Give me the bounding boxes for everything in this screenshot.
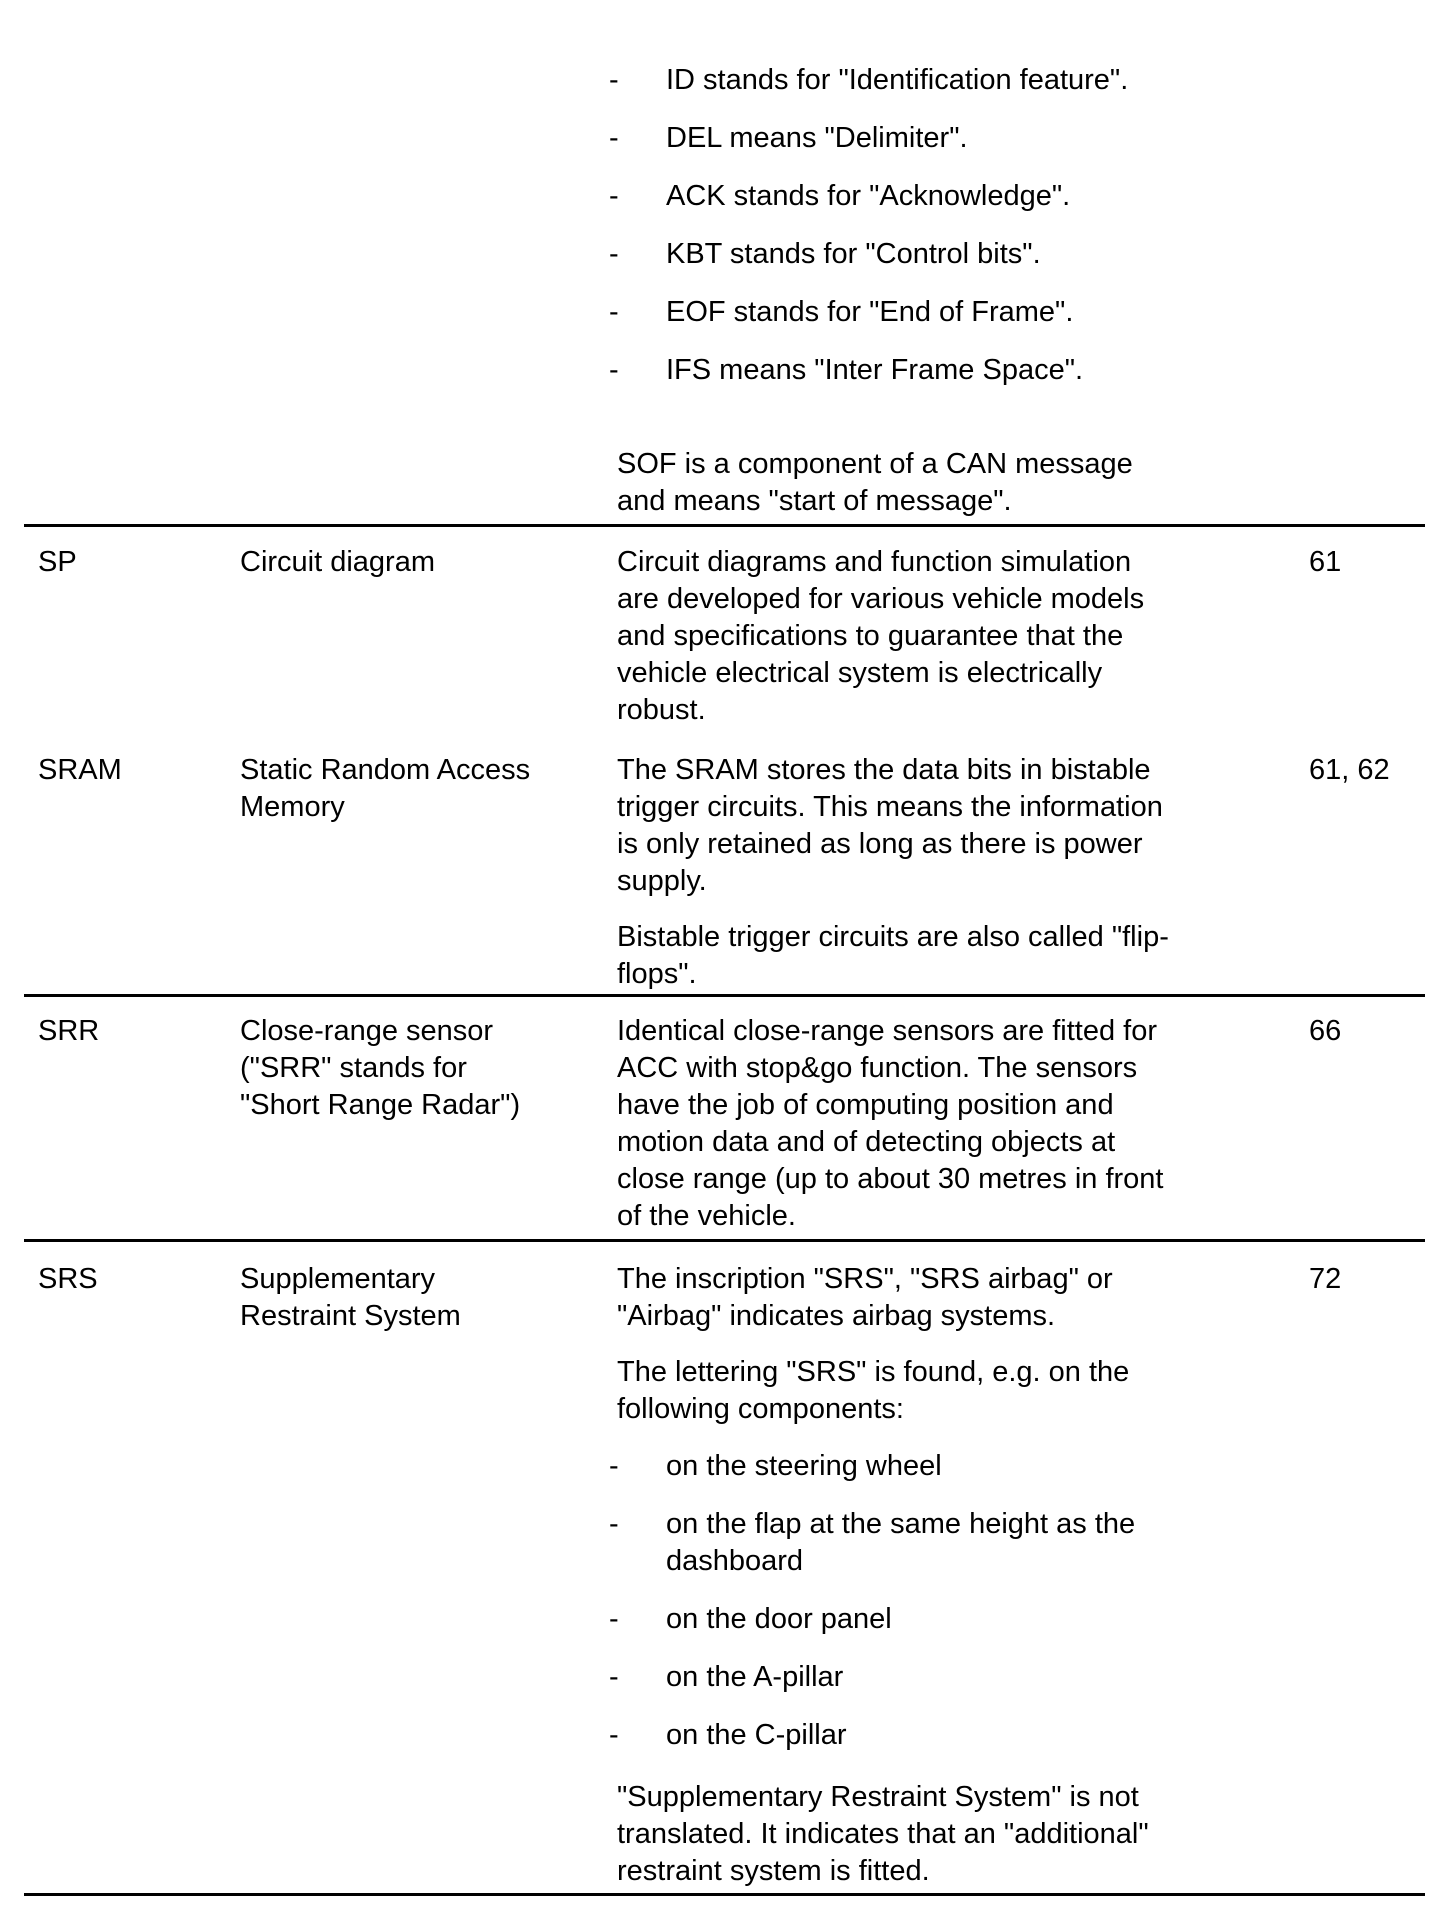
intro-bullet-item: ACK stands for "Acknowledge". <box>666 180 1071 212</box>
component-bullet-item: on the A-pillar <box>666 1661 844 1693</box>
row-divider <box>24 994 1425 997</box>
description-line: of the vehicle. <box>617 1200 796 1232</box>
description-line: flops". <box>617 958 697 990</box>
description-line: Bistable trigger circuits are also called "flip- <box>617 921 1169 953</box>
bullet-dash: - <box>609 296 619 328</box>
intro-bullet-item: IFS means "Inter Frame Space". <box>666 354 1084 386</box>
intro-bullet-item: EOF stands for "End of Frame". <box>666 296 1074 328</box>
description-line: Circuit diagrams and function simulation <box>617 546 1132 578</box>
bullet-dash: - <box>609 238 619 270</box>
bullet-dash: - <box>609 1603 619 1635</box>
description-line: restraint system is fitted. <box>617 1855 930 1887</box>
term-cell: Close-range sensor <box>240 1015 494 1047</box>
description-line: robust. <box>617 694 706 726</box>
description-line: supply. <box>617 865 707 897</box>
description-line: are developed for various vehicle models <box>617 583 1145 615</box>
component-bullet-item: dashboard <box>666 1545 804 1577</box>
term-cell: Circuit diagram <box>240 546 435 578</box>
abbreviation-cell: SRS <box>38 1263 98 1295</box>
row-divider <box>24 524 1425 527</box>
bullet-dash: - <box>609 1661 619 1693</box>
page-reference: 61, 62 <box>1309 754 1390 786</box>
term-cell: Restraint System <box>240 1300 461 1332</box>
intro-bullet-item: KBT stands for "Control bits". <box>666 238 1041 270</box>
component-bullet-item: on the C-pillar <box>666 1719 847 1751</box>
description-line: have the job of computing position and <box>617 1089 1114 1121</box>
term-cell: "Short Range Radar") <box>240 1089 521 1121</box>
intro-bullet-item: ID stands for "Identification feature". <box>666 64 1129 96</box>
description-line: "Supplementary Restraint System" is not <box>617 1781 1139 1813</box>
bullet-dash: - <box>609 122 619 154</box>
description-line: ACC with stop&go function. The sensors <box>617 1052 1138 1084</box>
description-line: vehicle electrical system is electrically <box>617 657 1103 689</box>
row-divider <box>24 1239 1425 1242</box>
description-line: is only retained as long as there is power <box>617 828 1143 860</box>
term-cell: ("SRR" stands for <box>240 1052 467 1084</box>
description-line: following components: <box>617 1393 904 1425</box>
description-line: motion data and of detecting objects at <box>617 1126 1116 1158</box>
component-bullet-item: on the flap at the same height as the <box>666 1508 1136 1540</box>
term-cell: Static Random Access <box>240 754 531 786</box>
bullet-dash: - <box>609 64 619 96</box>
abbreviation-cell: SP <box>38 546 77 578</box>
abbreviation-cell: SRR <box>38 1015 100 1047</box>
row-divider <box>24 1893 1425 1896</box>
bullet-dash: - <box>609 1450 619 1482</box>
description-line: and specifications to guarantee that the <box>617 620 1124 652</box>
intro-note-line: and means "start of message". <box>617 485 1012 517</box>
page-reference: 72 <box>1309 1263 1342 1295</box>
intro-note-line: SOF is a component of a CAN message <box>617 448 1133 480</box>
intro-bullet-item: DEL means "Delimiter". <box>666 122 968 154</box>
page-reference: 66 <box>1309 1015 1342 1047</box>
page-reference: 61 <box>1309 546 1342 578</box>
bullet-dash: - <box>609 354 619 386</box>
abbreviation-cell: SRAM <box>38 754 122 786</box>
description-line: The lettering "SRS" is found, e.g. on the <box>617 1356 1130 1388</box>
description-line: Identical close-range sensors are fitted for <box>617 1015 1157 1047</box>
description-line: translated. It indicates that an "additional" <box>617 1818 1149 1850</box>
description-line: trigger circuits. This means the information <box>617 791 1163 823</box>
bullet-dash: - <box>609 1508 619 1540</box>
term-cell: Memory <box>240 791 345 823</box>
term-cell: Supplementary <box>240 1263 436 1295</box>
description-line: "Airbag" indicates airbag systems. <box>617 1300 1056 1332</box>
bullet-dash: - <box>609 1719 619 1751</box>
component-bullet-item: on the door panel <box>666 1603 892 1635</box>
description-line: The inscription "SRS", "SRS airbag" or <box>617 1263 1113 1295</box>
description-line: The SRAM stores the data bits in bistable <box>617 754 1151 786</box>
component-bullet-item: on the steering wheel <box>666 1450 942 1482</box>
bullet-dash: - <box>609 180 619 212</box>
description-line: close range (up to about 30 metres in front <box>617 1163 1164 1195</box>
